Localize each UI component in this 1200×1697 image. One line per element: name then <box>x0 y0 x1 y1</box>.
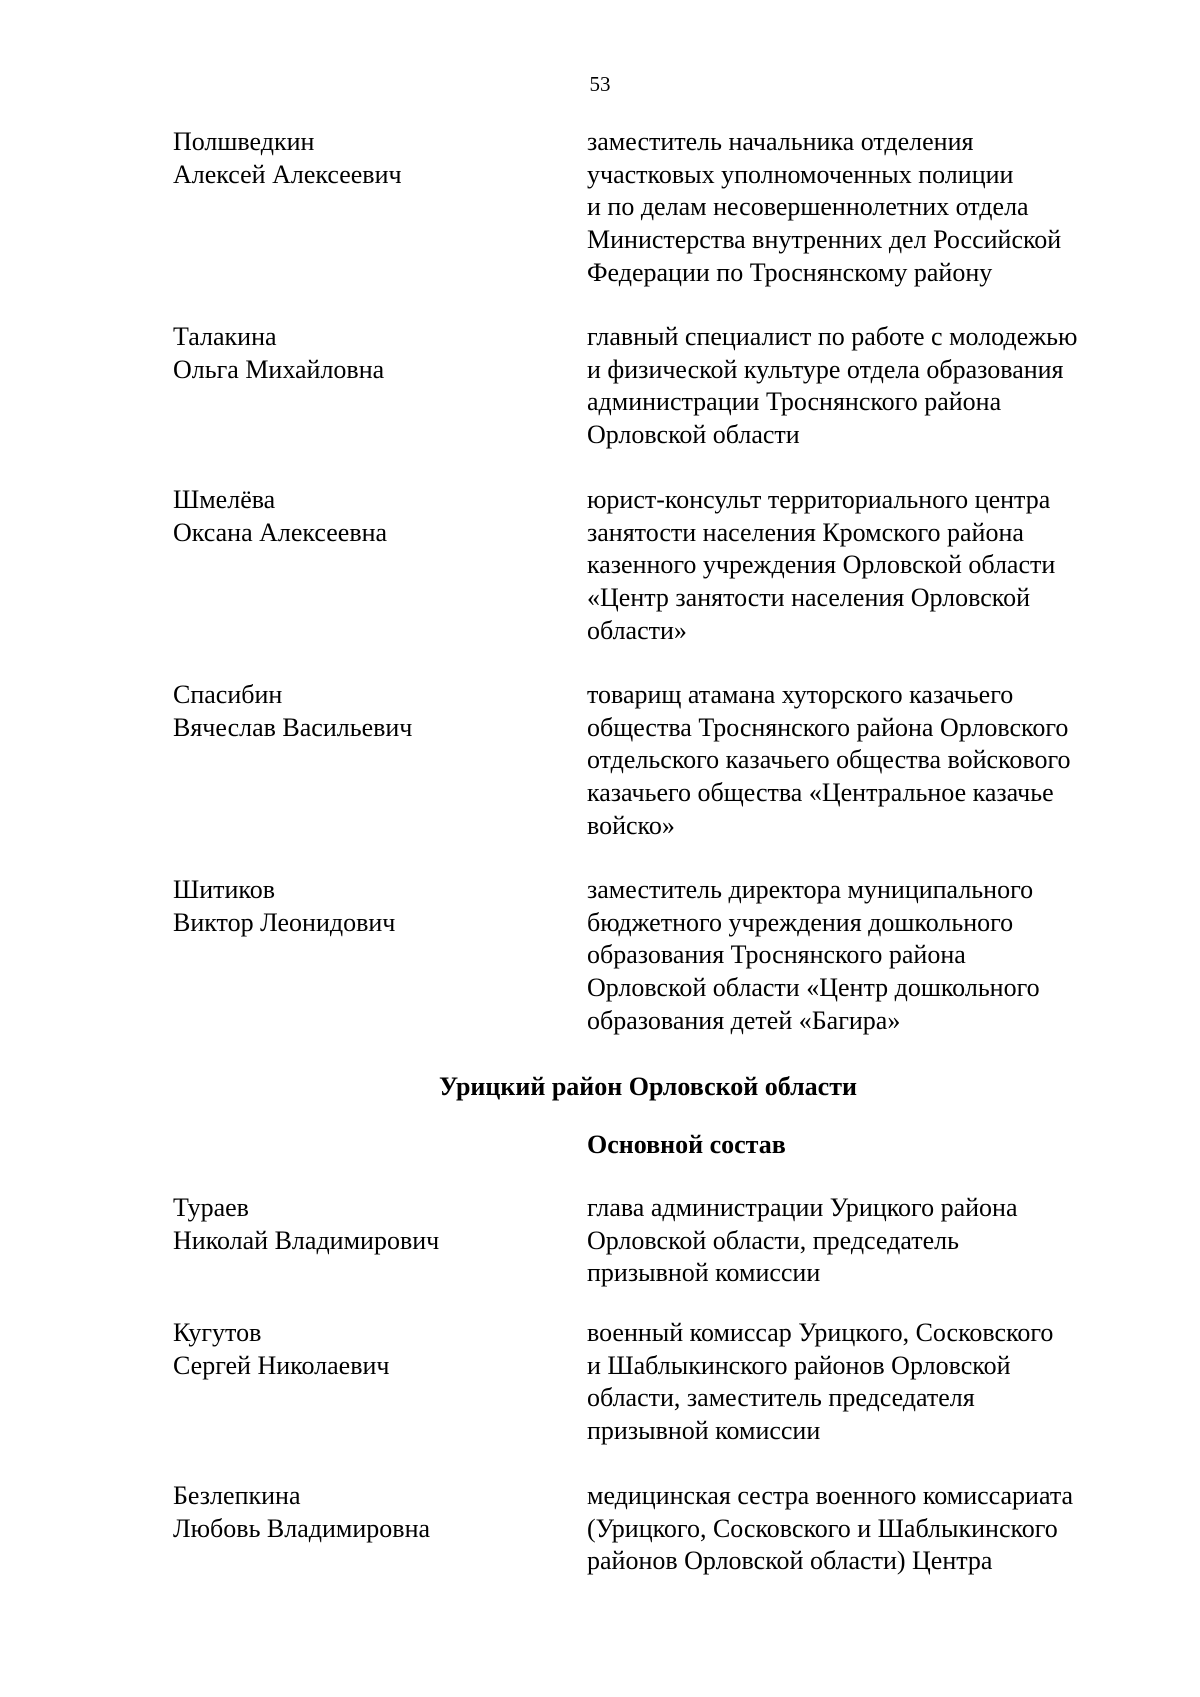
member-name <box>173 1480 553 1545</box>
position-line: глава администрации Урицкого района <box>587 1193 1018 1222</box>
position-line: товарищ атамана хуторского казачьего <box>587 680 1014 709</box>
member-given-names: Виктор Леонидович <box>173 907 396 937</box>
member-name <box>173 679 553 744</box>
position-line: Федерации по Троснянскому району <box>587 257 993 287</box>
position-line: Орловской области «Центр дошкольного <box>587 973 1040 1003</box>
position-line: заместитель директора муниципального <box>587 875 1034 904</box>
position-line: войско» <box>587 810 675 840</box>
position-line: «Центр занятости населения Орловской <box>587 583 1031 613</box>
member-name <box>173 126 553 191</box>
position-line: бюджетного учреждения дошкольного <box>587 907 1014 937</box>
member-given-names: Николай Владимирович <box>173 1225 440 1255</box>
position-line: главный специалист по работе с молодежью <box>587 322 1078 351</box>
position-line: и Шаблыкинского районов Орловской <box>587 1350 1011 1380</box>
member-name <box>173 1317 553 1382</box>
member-given-names: Оксана Алексеевна <box>173 517 388 547</box>
position-line: образования Троснянского района <box>587 940 966 970</box>
position-line: юрист-консульт территориального центра <box>587 485 1051 514</box>
position-line: (Урицкого, Сосковского и Шаблыкинского <box>587 1513 1058 1543</box>
member-given-names: Сергей Николаевич <box>173 1350 390 1380</box>
position-line: области» <box>587 615 687 645</box>
position-line: заместитель начальника отделения <box>587 127 974 156</box>
member-position <box>587 1480 1147 1578</box>
position-line: казенного учреждения Орловской области <box>587 550 1056 580</box>
position-line: участковых уполномоченных полиции <box>587 159 1014 189</box>
position-line: Министерства внутренних дел Российской <box>587 225 1062 255</box>
member-surname: Безлепкина <box>173 1481 301 1510</box>
member-given-names: Ольга Михайловна <box>173 354 385 384</box>
position-line: администрации Троснянского района <box>587 387 1002 417</box>
position-line: военный комиссар Урицкого, Сосковского <box>587 1318 1054 1347</box>
member-surname: Тураев <box>173 1193 249 1222</box>
position-line: общества Троснянского района Орловского <box>587 712 1069 742</box>
page-number: 53 <box>589 72 611 96</box>
member-given-names: Вячеслав Васильевич <box>173 712 413 742</box>
position-line: районов Орловской области) Центра <box>587 1546 993 1576</box>
position-line: занятости населения Кромского района <box>587 517 1024 547</box>
position-line: и по делам несовершеннолетних отдела <box>587 192 1029 222</box>
position-line: призывной комиссии <box>587 1258 821 1288</box>
position-line: Орловской области, председатель <box>587 1225 959 1255</box>
member-name <box>173 1192 553 1257</box>
member-position <box>587 126 1147 290</box>
member-position <box>587 1317 1147 1448</box>
member-position <box>587 484 1147 648</box>
member-name <box>173 321 553 386</box>
member-surname: Шмелёва <box>173 485 276 514</box>
position-line: и физической культуре отдела образования <box>587 354 1064 384</box>
member-surname: Шитиков <box>173 875 276 904</box>
position-line: образования детей «Багира» <box>587 1005 901 1035</box>
member-position <box>587 679 1147 843</box>
member-surname: Кугутов <box>173 1318 262 1347</box>
position-line: призывной комиссии <box>587 1416 821 1446</box>
member-surname: Спасибин <box>173 680 283 709</box>
position-line: медицинская сестра военного комиссариата <box>587 1481 1074 1510</box>
position-line: казачьего общества «Центральное казачье <box>587 778 1054 808</box>
subsection-heading: Основной состав <box>587 1130 786 1159</box>
position-line: отдельского казачьего общества войскового <box>587 745 1071 775</box>
member-given-names: Алексей Алексеевич <box>173 159 402 189</box>
member-surname: Полшведкин <box>173 127 315 156</box>
position-line: Орловской области <box>587 420 800 450</box>
position-line: области, заместитель председателя <box>587 1383 975 1413</box>
member-name <box>173 874 553 939</box>
member-position <box>587 874 1147 1038</box>
member-name <box>173 484 553 549</box>
member-position <box>587 321 1147 452</box>
member-given-names: Любовь Владимировна <box>173 1513 431 1543</box>
member-surname: Талакина <box>173 322 277 351</box>
member-position <box>587 1192 1147 1290</box>
section-heading: Урицкий район Орловской области <box>439 1072 857 1101</box>
